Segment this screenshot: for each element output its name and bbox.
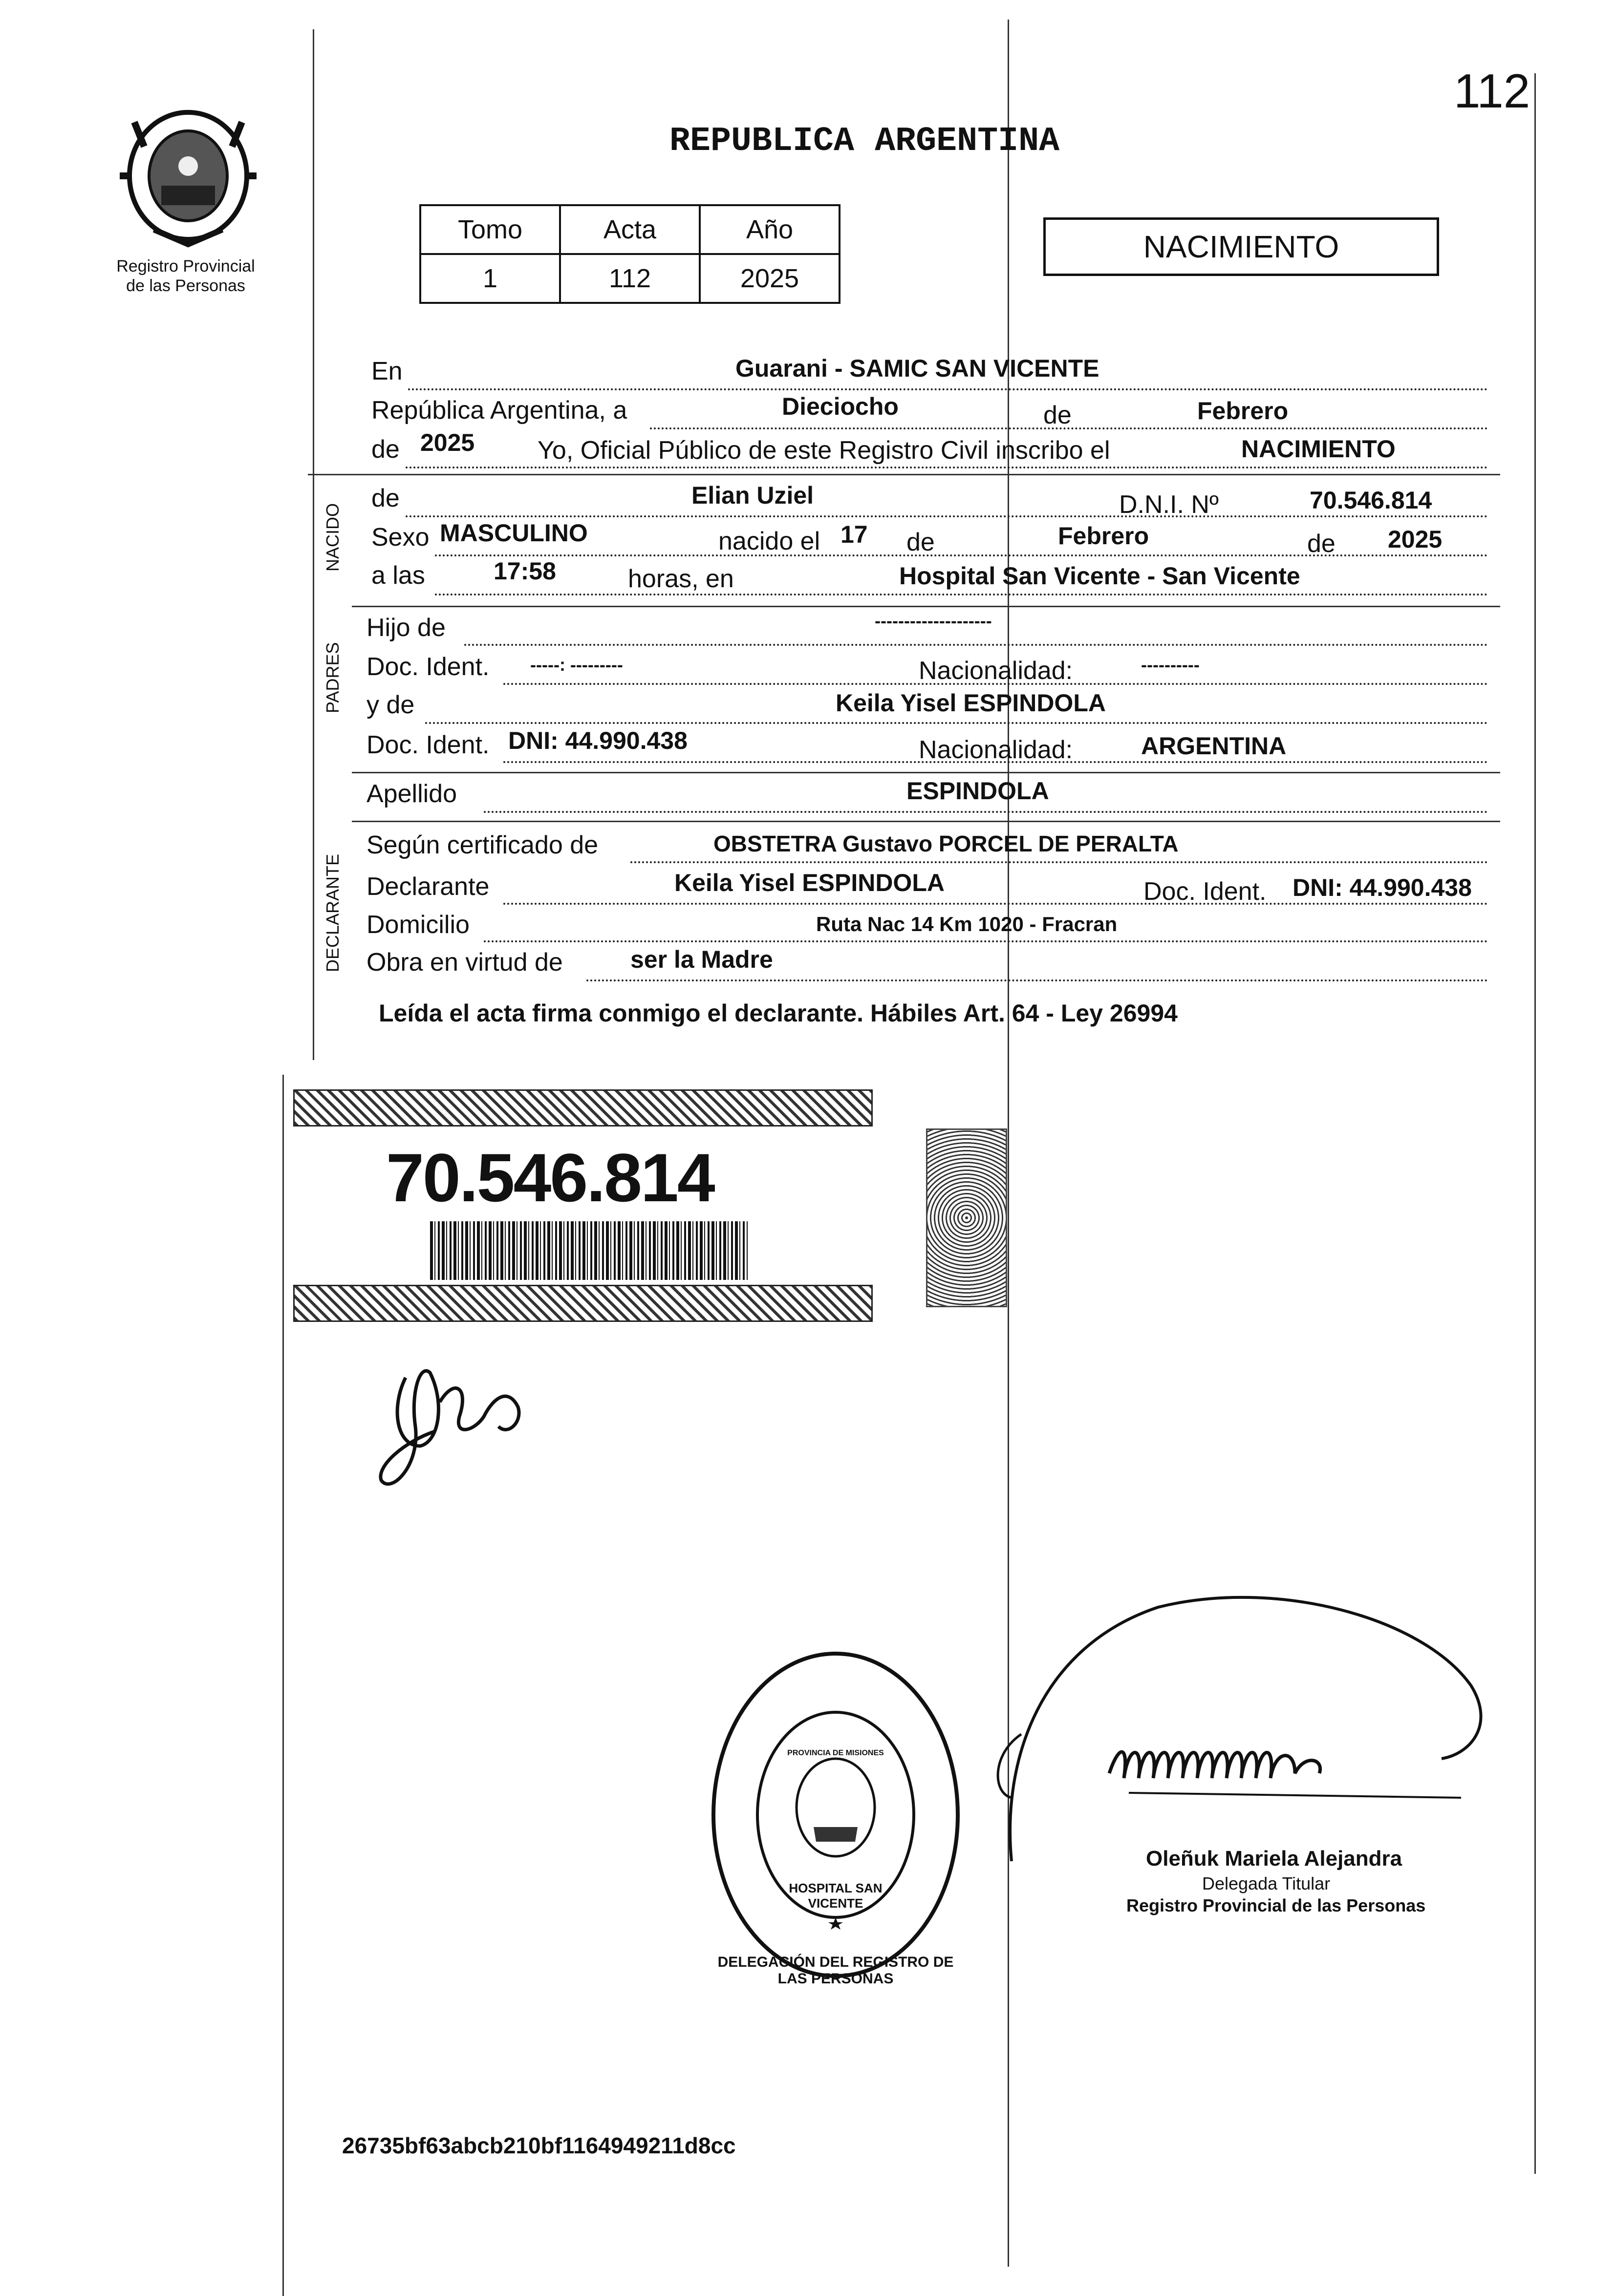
barcode bbox=[430, 1221, 748, 1280]
day-value: Dieciocho bbox=[782, 393, 899, 420]
doc1-label: Doc. Ident. bbox=[366, 653, 490, 681]
decl-doc-value: DNI: 44.990.438 bbox=[1293, 874, 1472, 901]
logo-org-line2: de las Personas bbox=[126, 276, 245, 295]
hijo-label: Hijo de bbox=[366, 614, 446, 642]
birth-hour: 17:58 bbox=[494, 557, 556, 585]
rep-label: República Argentina, a bbox=[371, 396, 627, 425]
mother-doc: DNI: 44.990.438 bbox=[508, 727, 688, 754]
record-value: NACIMIENTO bbox=[1241, 435, 1396, 463]
country-title: REPUBLICA ARGENTINA bbox=[669, 122, 1060, 161]
dotted-line bbox=[408, 388, 1488, 390]
left-margin-line-lower bbox=[282, 1075, 284, 2296]
sexo-value: MASCULINO bbox=[440, 519, 588, 547]
obra-label: Obra en virtud de bbox=[366, 948, 563, 977]
official-name: Oleñuk Mariela Alejandra bbox=[1146, 1847, 1402, 1871]
left-margin-line bbox=[313, 29, 314, 1060]
birth-day: 17 bbox=[840, 521, 868, 548]
section-divider bbox=[352, 772, 1500, 773]
security-pattern-band bbox=[293, 1285, 873, 1322]
decl-label: Declarante bbox=[366, 872, 490, 901]
mother-name: Keila Yisel ESPINDOLA bbox=[836, 689, 1106, 717]
table-header: Acta bbox=[560, 205, 700, 254]
apellido-value: ESPINDOLA bbox=[906, 777, 1049, 805]
birth-place: Hospital San Vicente - San Vicente bbox=[899, 562, 1300, 590]
cert-label: Según certificado de bbox=[366, 831, 599, 859]
seal-outer-text: DELEGACIÓN DEL REGISTRO DE LAS PERSONAS bbox=[717, 1954, 954, 1987]
doc2-label: Doc. Ident. bbox=[366, 731, 490, 759]
table-cell: 2025 bbox=[700, 254, 840, 303]
dom-label: Domicilio bbox=[366, 911, 470, 939]
horas-label: horas, en bbox=[628, 565, 734, 593]
declarant-signature bbox=[362, 1319, 557, 1524]
official-title: Delegada Titular bbox=[1202, 1873, 1331, 1893]
section-divider bbox=[352, 821, 1500, 822]
dotted-line bbox=[503, 903, 1488, 905]
decl-doc-label: Doc. Ident. bbox=[1143, 877, 1267, 906]
nacido-el-label: nacido el bbox=[718, 527, 820, 555]
apellido-label: Apellido bbox=[366, 780, 457, 808]
record-type-box: NACIMIENTO bbox=[1043, 217, 1439, 276]
yde-label: y de bbox=[366, 691, 415, 719]
obra-value: ser la Madre bbox=[630, 946, 773, 973]
dotted-line bbox=[586, 979, 1488, 981]
dotted-line bbox=[484, 811, 1488, 813]
official-seal bbox=[709, 1646, 963, 1987]
en-value: Guarani - SAMIC SAN VICENTE bbox=[735, 355, 1099, 382]
official-signature bbox=[982, 1588, 1520, 1861]
section-divider bbox=[308, 474, 1500, 475]
de-label: de bbox=[1043, 401, 1072, 429]
table-header: Año bbox=[700, 205, 840, 254]
official-org: Registro Provincial de las Personas bbox=[1126, 1895, 1426, 1915]
de2-label: de bbox=[371, 435, 400, 464]
en-label: En bbox=[371, 357, 403, 385]
birth-year: 2025 bbox=[1388, 526, 1443, 553]
child-name: Elian Uziel bbox=[691, 482, 814, 509]
doc1-value: -----: --------- bbox=[530, 655, 623, 675]
nacido-de-label: de bbox=[371, 484, 400, 512]
dotted-line bbox=[464, 644, 1488, 646]
dni-label: D.N.I. Nº bbox=[1119, 490, 1219, 519]
month-value: Febrero bbox=[1197, 397, 1289, 425]
table-cell: 112 bbox=[560, 254, 700, 303]
de-label: de bbox=[906, 528, 935, 556]
father-value: -------------------- bbox=[875, 611, 992, 631]
dotted-line bbox=[630, 861, 1488, 863]
dotted-line bbox=[406, 515, 1488, 517]
hologram-seal bbox=[926, 1128, 1007, 1307]
dotted-line bbox=[425, 722, 1488, 724]
table-header: Tomo bbox=[420, 205, 560, 254]
closing-text: Leída el acta firma conmigo el declarante. Hábiles Art. 64 - Ley 26994 bbox=[379, 999, 1178, 1027]
year-value: 2025 bbox=[420, 429, 475, 456]
alas-label: a las bbox=[371, 561, 425, 590]
decl-value: Keila Yisel ESPINDOLA bbox=[674, 869, 945, 896]
seal-center-text: PROVINCIA DE MISIONES bbox=[787, 1749, 884, 1757]
right-margin-line bbox=[1534, 73, 1536, 2174]
seal-inner-text: HOSPITAL SAN VICENTE bbox=[789, 1881, 883, 1911]
nac1-label: Nacionalidad: bbox=[919, 657, 1073, 685]
section-divider bbox=[352, 606, 1500, 607]
id-number-label: 70.546.814 bbox=[386, 1139, 714, 1216]
logo-caption bbox=[88, 256, 283, 296]
province-logo bbox=[115, 103, 261, 249]
dotted-line bbox=[484, 940, 1488, 942]
dotted-line bbox=[406, 467, 1488, 468]
nacido-section-label: NACIDO bbox=[323, 503, 343, 572]
de-label: de bbox=[1307, 530, 1336, 558]
nac2-label: Nacionalidad: bbox=[919, 736, 1073, 764]
birth-month: Febrero bbox=[1058, 522, 1149, 550]
declarante-section-label: DECLARANTE bbox=[323, 853, 343, 972]
dotted-line bbox=[435, 594, 1488, 595]
mother-nationality: ARGENTINA bbox=[1141, 732, 1287, 760]
logo-org-line1: Registro Provincial bbox=[116, 257, 255, 276]
sexo-label: Sexo bbox=[371, 523, 430, 552]
document-hash: 26735bf63abcb210bf1164949211d8cc bbox=[342, 2133, 736, 2158]
record-table bbox=[419, 204, 840, 304]
page-number: 112 bbox=[1454, 64, 1530, 118]
dom-value: Ruta Nac 14 Km 1020 - Fracran bbox=[816, 913, 1118, 935]
cert-value: OBSTETRA Gustavo PORCEL DE PERALTA bbox=[713, 831, 1179, 856]
oficial-text: Yo, Oficial Público de este Registro Civil inscribo el bbox=[538, 436, 1110, 465]
child-dni: 70.546.814 bbox=[1310, 487, 1432, 514]
nac1-value: ---------- bbox=[1141, 655, 1200, 675]
table-cell: 1 bbox=[420, 254, 560, 303]
security-pattern-band bbox=[293, 1089, 873, 1127]
padres-section-label: PADRES bbox=[323, 642, 343, 713]
